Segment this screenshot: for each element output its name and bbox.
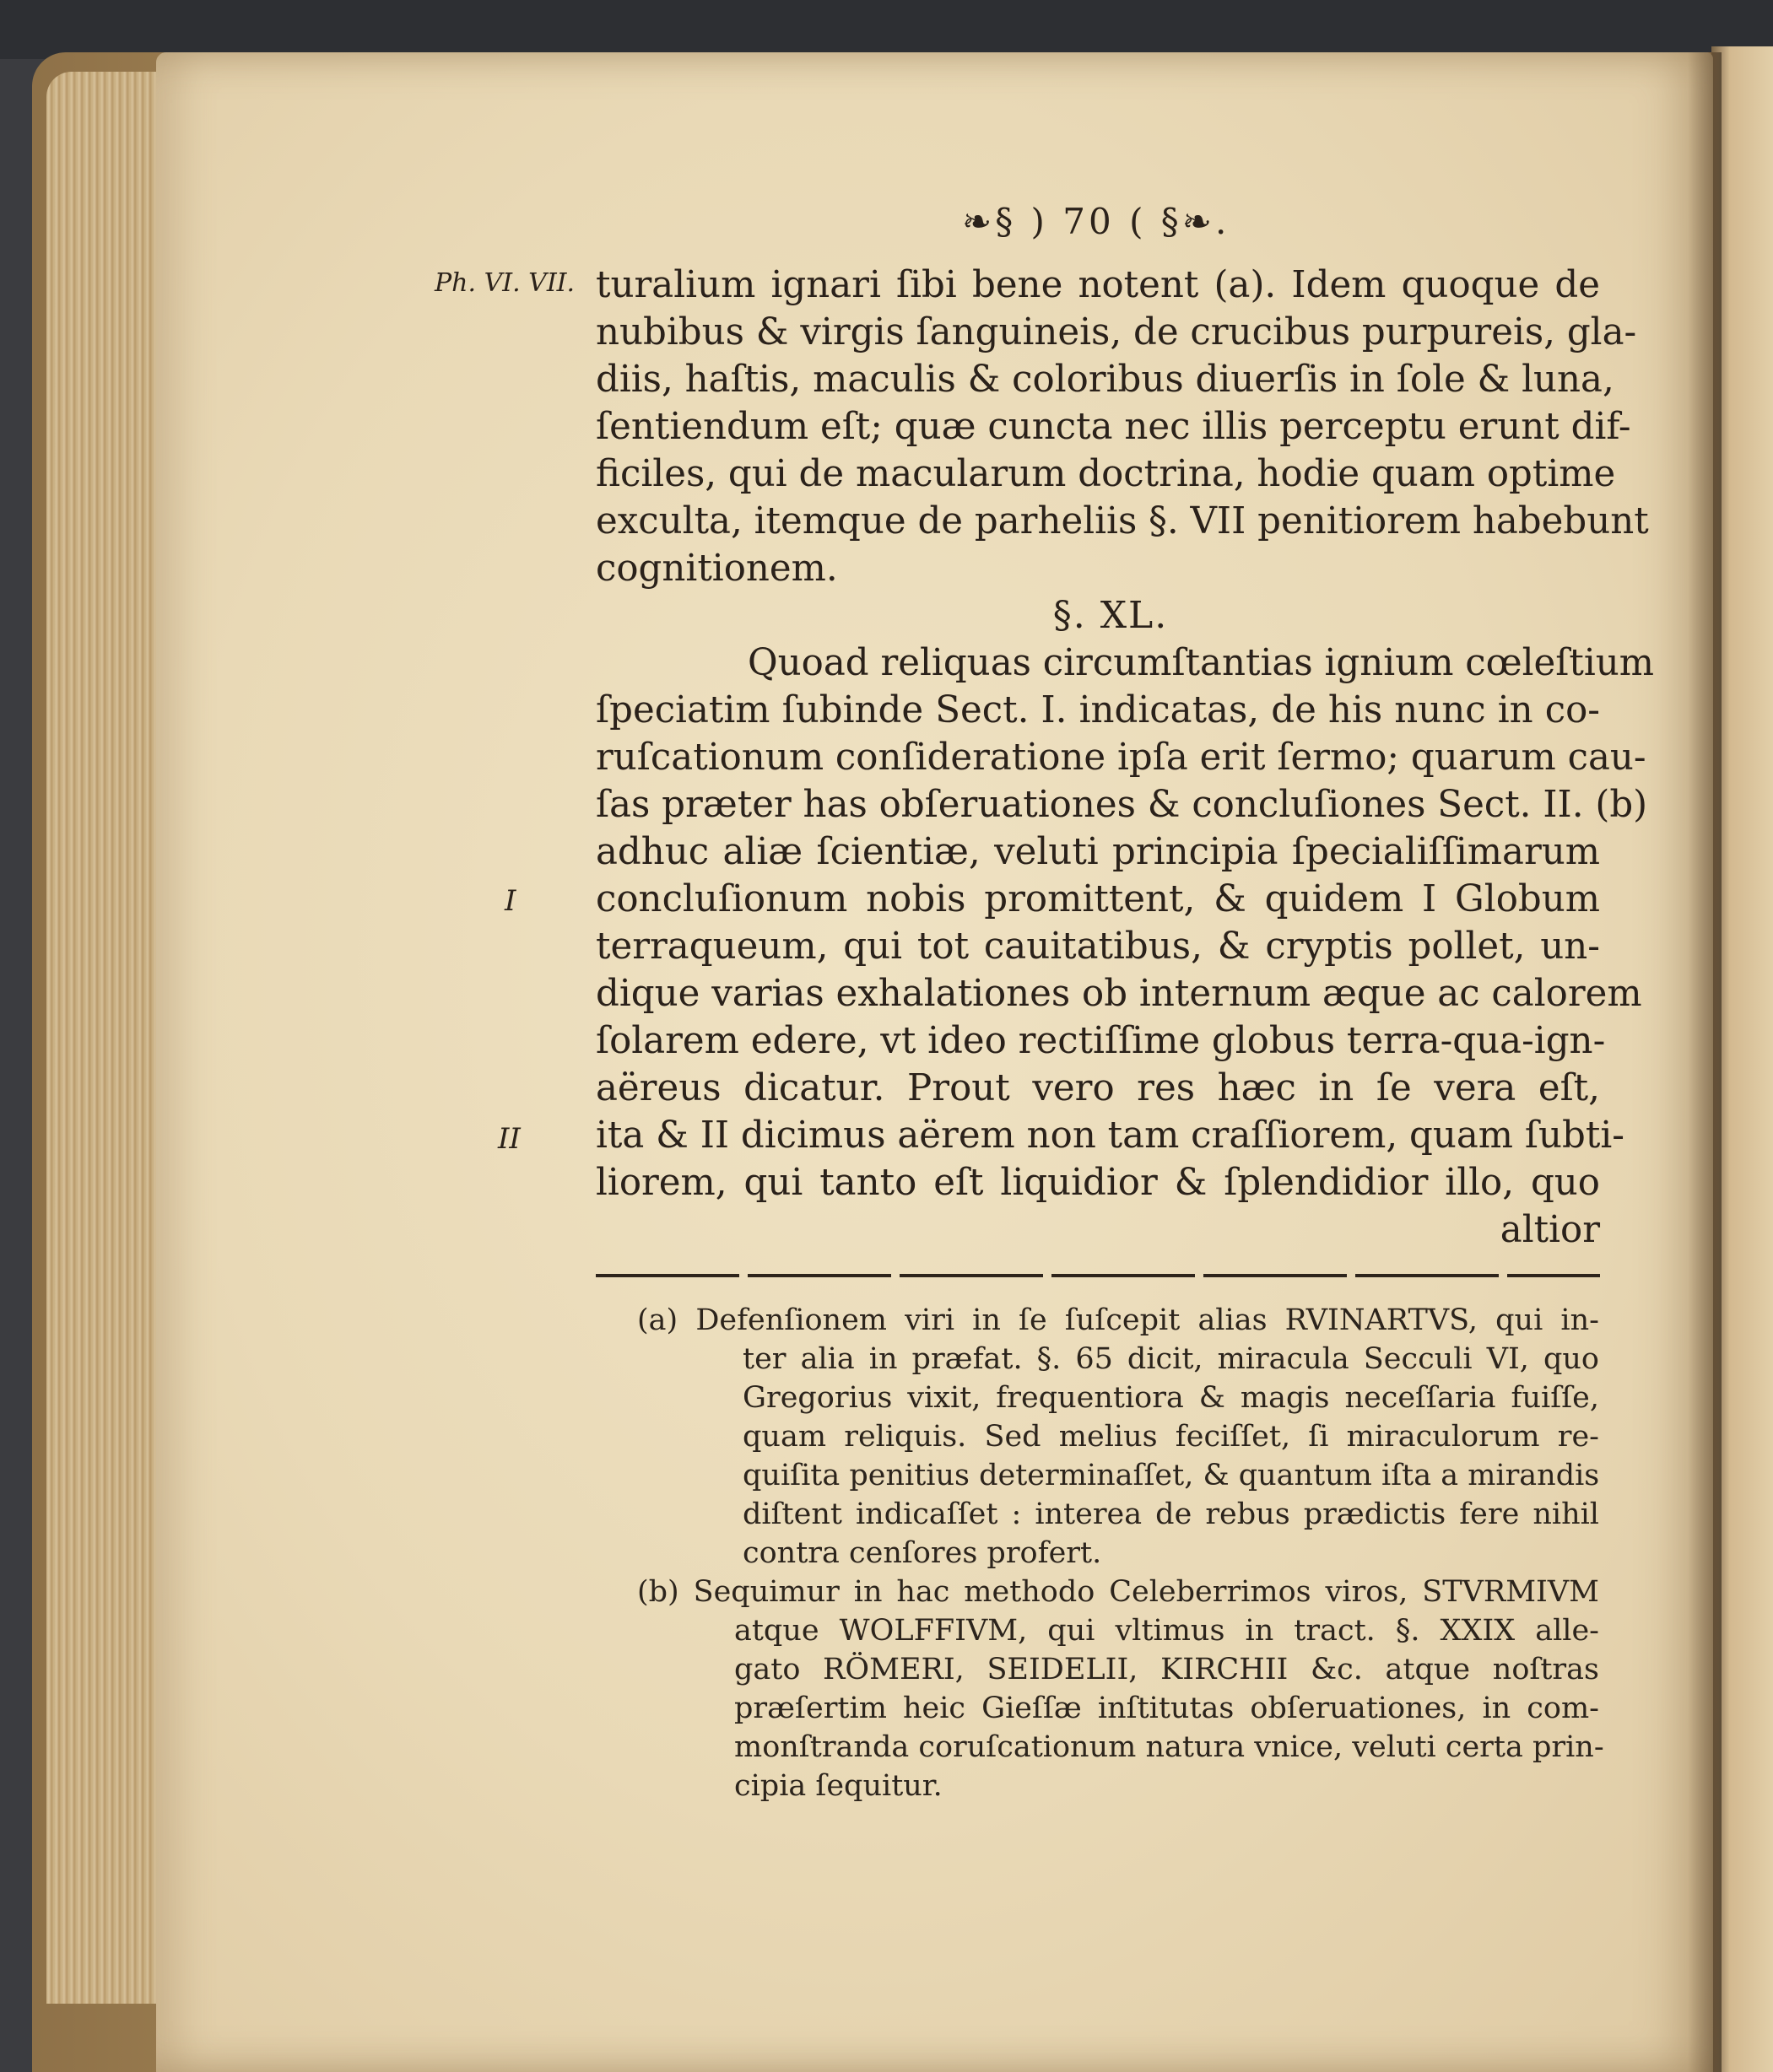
- footnote-b-line: cipia ſequitur.: [734, 1769, 943, 1803]
- footnote-a-line: quiſita penitius determinaſſet, & quantum iſta a mirandis: [743, 1459, 1600, 1492]
- section-title: §. XL.: [1052, 594, 1169, 637]
- footnote-a-line: Gregorius vixit, frequentiora & magis neceſſaria fuiſſe,: [743, 1381, 1599, 1415]
- text-line: adhuc aliæ ſcientiæ, veluti principia ſpecialiſſimarum: [596, 831, 1600, 873]
- text-line: ſas præter has obſeruationes & concluſiones Sect. II. (b): [596, 784, 1648, 826]
- text-line: Quoad reliquas circumſtantias ignium cœleſtium: [748, 642, 1655, 684]
- main-text: [596, 262, 1655, 1254]
- catchword: altior: [1500, 1209, 1600, 1251]
- footnotes: [637, 1301, 1604, 1805]
- text-line: nubibus & virgis ſanguineis, de crucibus purpureis, gla-: [596, 311, 1637, 353]
- gutter-shadow: [1688, 52, 1722, 2072]
- footnote-b-line: præſertim heic Gieſſæ inſtitutas obſeruationes, in com-: [734, 1692, 1599, 1725]
- text-line: ita & II dicimus aërem non tam craſſiorem, quam ſubti-: [596, 1114, 1624, 1157]
- text-line: ſpeciatim ſubinde Sect. I. indicatas, de his nunc in co-: [596, 689, 1600, 731]
- margin-number-2: II: [498, 1122, 521, 1156]
- text-line: concluſionum nobis promittent, & quidem I Globum: [596, 878, 1600, 920]
- running-head: ❧§ ) 70 ( §❧.: [962, 201, 1230, 242]
- margin-number-1: I: [505, 884, 516, 918]
- text-line: ficiles, qui de macularum doctrina, hodie quam optime: [596, 453, 1616, 495]
- footnote-a-line: quam reliquis. Sed melius feciſſet, ſi miraculorum re-: [743, 1420, 1599, 1454]
- text-line: ſolarem edere, vt ideo rectiſſime globus terra-qua-ign-: [596, 1020, 1606, 1062]
- margin-reference: Ph. VI. VII.: [435, 268, 576, 298]
- text-line: turalium ignari ſibi bene notent (a). Idem quoque de: [596, 264, 1600, 306]
- footnote-rule: [596, 1274, 1600, 1277]
- text-line: diis, haſtis, maculis & coloribus diuerſis in ſole & luna,: [596, 359, 1614, 401]
- text-line: cognitionem.: [596, 548, 838, 590]
- footnote-a-line: (a) Defenſionem viri in ſe ſuſcepit alias RVINARTVS, qui in-: [637, 1303, 1599, 1337]
- footnote-b-line: monſtranda coruſcationum natura vnice, veluti certa prin-: [734, 1730, 1604, 1764]
- footnote-a-line: contra cenſores profert.: [743, 1536, 1102, 1570]
- text-line: aëreus dicatur. Prout vero res hæc in ſe vera eſt,: [596, 1067, 1600, 1109]
- footnote-b-line: (b) Sequimur in hac methodo Celeberrimos viros, STVRMIVM: [637, 1575, 1599, 1609]
- footnote-a-line: ter alia in præfat. §. 65 dicit, miracula Secculi VI, quo: [743, 1342, 1599, 1376]
- background-top: [0, 0, 1773, 59]
- text-line: ſentiendum eſt; quæ cuncta nec illis perceptu erunt dif-: [596, 406, 1631, 448]
- footnote-b-line: gato RÖMERI, SEIDELII, KIRCHII &c. atque noſtras: [734, 1653, 1599, 1686]
- text-line: exculta, itemque de parheliis §. VII penitiorem habebunt: [596, 500, 1649, 542]
- text-line: terraqueum, qui tot cauitatibus, & cryptis pollet, un-: [596, 925, 1600, 968]
- footnote-a-line: diſtent indicaſſet : interea de rebus prædictis fere nihil: [743, 1497, 1599, 1531]
- text-line: liorem, qui tanto eſt liquidior & ſplendidior illo, quo: [596, 1162, 1600, 1204]
- text-line: dique varias exhalationes ob internum æque ac calorem: [596, 973, 1642, 1015]
- text-line: ruſcationum conſideratione ipſa erit ſermo; quarum cau-: [596, 737, 1646, 779]
- footnote-b-line: atque WOLFFIVM, qui vltimus in tract. §. XXIX alle-: [734, 1614, 1599, 1648]
